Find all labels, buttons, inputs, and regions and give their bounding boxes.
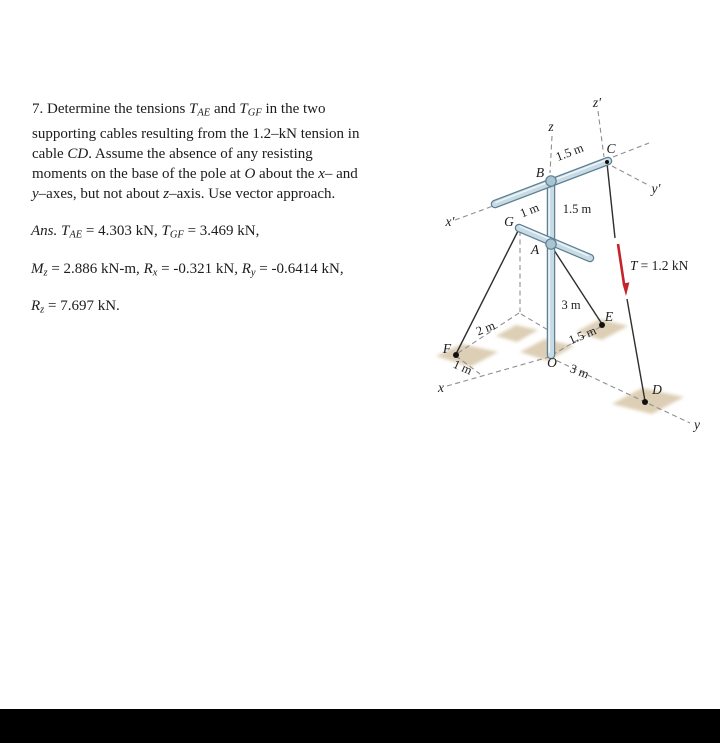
ground-shadow-gproj bbox=[496, 325, 538, 342]
problem-line-3: cable CD. Assume the absence of any resisting bbox=[32, 145, 313, 162]
tension-arrow-head bbox=[622, 282, 629, 296]
dim-label-oe: 1.5 m bbox=[566, 323, 599, 348]
pole bbox=[549, 180, 551, 355]
cable-cd-lower bbox=[627, 299, 645, 401]
dim-label-ao: 3 m bbox=[561, 298, 581, 312]
dim-label-f2: 2 m bbox=[474, 318, 497, 339]
bottom-letterbox-bar bbox=[0, 709, 720, 743]
label-f: F bbox=[442, 341, 452, 356]
label-b: B bbox=[535, 165, 545, 180]
problem-line-2: supporting cables resulting from the 1.2–kN tension in bbox=[32, 125, 360, 142]
axis-label-x-prime: x′ bbox=[445, 214, 455, 229]
axis-label-z: z bbox=[548, 119, 554, 134]
point-dot-d bbox=[642, 399, 648, 405]
ground-shadow-d bbox=[612, 388, 684, 414]
label-a: A bbox=[530, 242, 540, 257]
tension-label: T = 1.2 kN bbox=[630, 258, 689, 273]
answer-line-1: Ans. TAE = 4.303 kN, TGF = 3.469 kN, bbox=[31, 223, 260, 241]
label-e: E bbox=[604, 309, 614, 324]
cable-ae bbox=[552, 247, 602, 324]
answer-line-2: Mz = 2.886 kN-m, Rx = -0.321 kN, Ry = -0.6414 kN, bbox=[31, 260, 344, 278]
dim-label-g-arm: 1 m bbox=[518, 200, 541, 221]
dim-label-od: 3 m bbox=[568, 361, 591, 382]
axis-label-y-prime: y′ bbox=[651, 181, 661, 196]
answer-line-3: Rz = 7.697 kN. bbox=[31, 298, 120, 316]
dim-label-ba: 1.5 m bbox=[562, 202, 592, 216]
joint-b bbox=[546, 176, 556, 186]
z-axis-line bbox=[550, 136, 552, 173]
label-g: G bbox=[504, 214, 514, 229]
y-prime-axis-line bbox=[612, 166, 650, 186]
label-c: C bbox=[606, 141, 616, 156]
joint-a bbox=[546, 239, 556, 249]
problem-line-1: 7. Determine the tensions TAE and TGF in the two bbox=[32, 101, 326, 119]
cable-cd-upper bbox=[607, 163, 615, 238]
label-o: O bbox=[547, 355, 557, 370]
label-d: D bbox=[652, 382, 662, 397]
tension-arrow-shaft bbox=[618, 244, 624, 284]
problem-line-4: moments on the base of the pole at O about the x– and bbox=[32, 165, 358, 182]
z-prime-axis-line bbox=[598, 111, 604, 157]
axis-label-x: x bbox=[438, 380, 444, 395]
dim-label-bc: 1.5 m bbox=[553, 140, 586, 164]
c-extension-dashed bbox=[613, 143, 649, 157]
axis-label-y: y bbox=[694, 417, 700, 432]
x-prime-axis-line bbox=[455, 206, 493, 220]
axis-label-z-prime: z′ bbox=[592, 95, 602, 110]
tension-arrow bbox=[618, 244, 629, 296]
problem-line-5: y–axes, but not about z–axis. Use vector approach. bbox=[32, 185, 336, 202]
point-dot-c bbox=[605, 160, 609, 164]
dim-label-f1: 1 m bbox=[451, 357, 475, 378]
